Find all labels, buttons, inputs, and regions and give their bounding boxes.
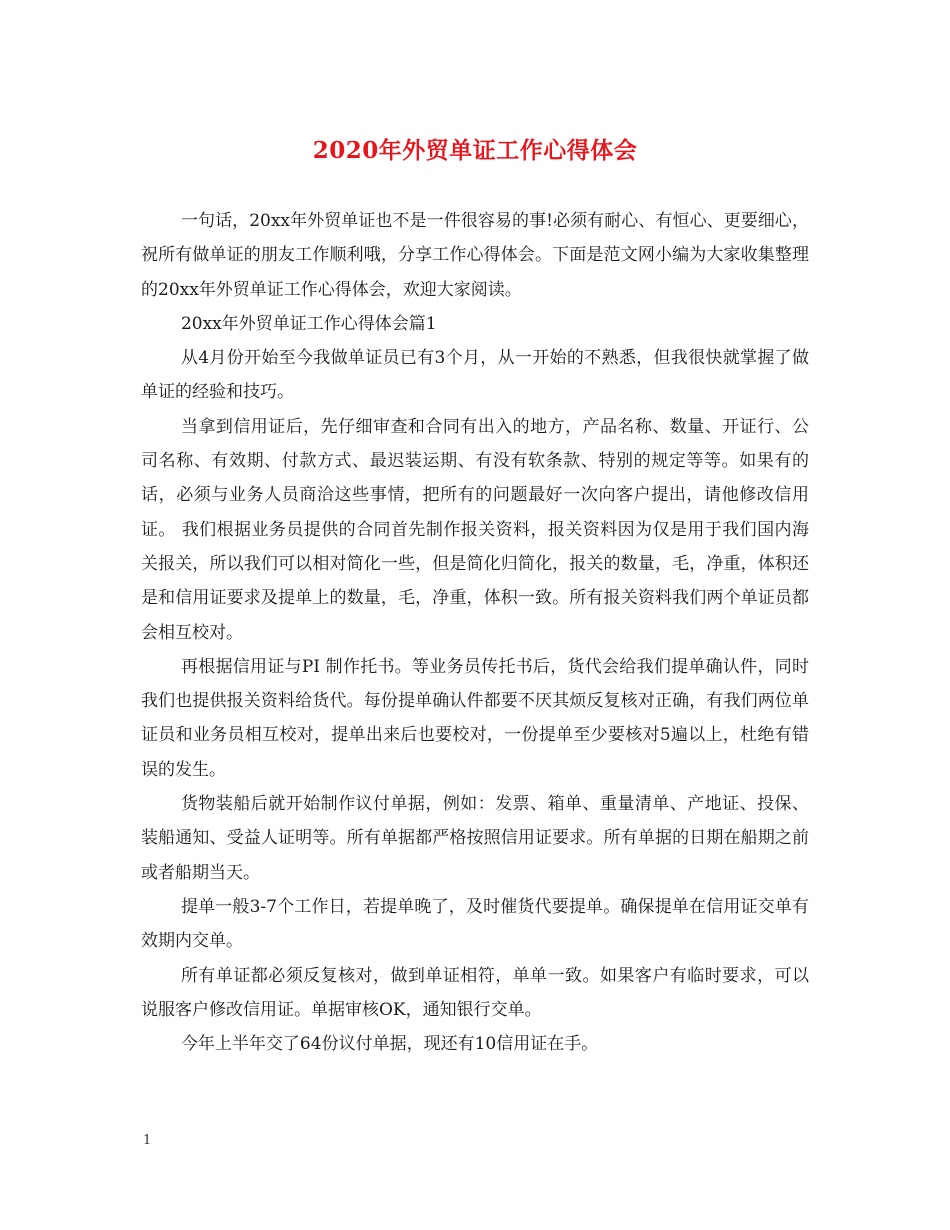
paragraph: 从4月份开始至今我做单证员已有3个月，从一开始的不熟悉，但我很快就掌握了做单证的经验和技巧。 [141, 348, 809, 403]
paragraph: 提单一般3-7个工作日，若提单晚了，及时催货代要提单。确保提单在信用证交单有效期内交单。 [141, 896, 809, 952]
paragraph: 所有单证都必须反复核对，做到单证相符，单单一致。如果客户有临时要求，可以说服客户修改信用证。单据审核OK，通知银行交单。 [141, 965, 809, 1020]
paragraph: 当拿到信用证后，先仔细审查和合同有出入的地方，产品名称、数量、开证行、公司名称、有效期、付款方式、最迟装运期、有没有软条款、特别的规定等等。如果有的话，必须与业务人员商洽这些事情，把所有的问题最好一次向客户提出，请他修改信用证。 我们根据业务员提供的合同首先制作报关资料，报关资料因为仅是用于我们国内海关报关，所以我们可以相对简化一些，但是简化归简化，报关的数量，毛，净重，体积还是和信用证要求及提单上的数量，毛，净重，体积一致。所有报关资料我们两个单证员都会相互校对。 [141, 416, 809, 643]
paragraph: 货物装船后就开始制作议付单据，例如：发票、箱单、重量清单、产地证、投保、装船通知、受益人证明等。所有单据都严格按照信用证要求。所有单据的日期在船期之前或者船期当天。 [141, 794, 809, 883]
paragraph: 再根据信用证与PI 制作托书。等业务员传托书后，货代会给我们提单确认件，同时我们也提供报关资料给货代。每份提单确认件都要不厌其烦反复核对正确，有我们两位单证员和业务员相互校对，提单出来后也要校对，一份提单至少要核对5遍以上，杜绝有错误的发生。 [141, 656, 809, 780]
paragraph: 今年上半年交了64份议付单据，现还有10信用证在手。 [180, 1034, 599, 1055]
section-heading: 20xx年外贸单证工作心得体会篇1 [180, 313, 437, 334]
document-body [141, 204, 809, 1061]
page-number: 1 [143, 1133, 152, 1148]
document-title: 2020年外贸单证工作心得体会 [312, 137, 638, 164]
paragraph: 一句话，20xx年外贸单证也不是一件很容易的事!必须有耐心、有恒心、更要细心，祝所有做单证的朋友工作顺利哦，分享工作心得体会。下面是范文网小编为大家收集整理的20xx年外贸单证工作心得体会，欢迎大家阅读。 [141, 211, 809, 300]
